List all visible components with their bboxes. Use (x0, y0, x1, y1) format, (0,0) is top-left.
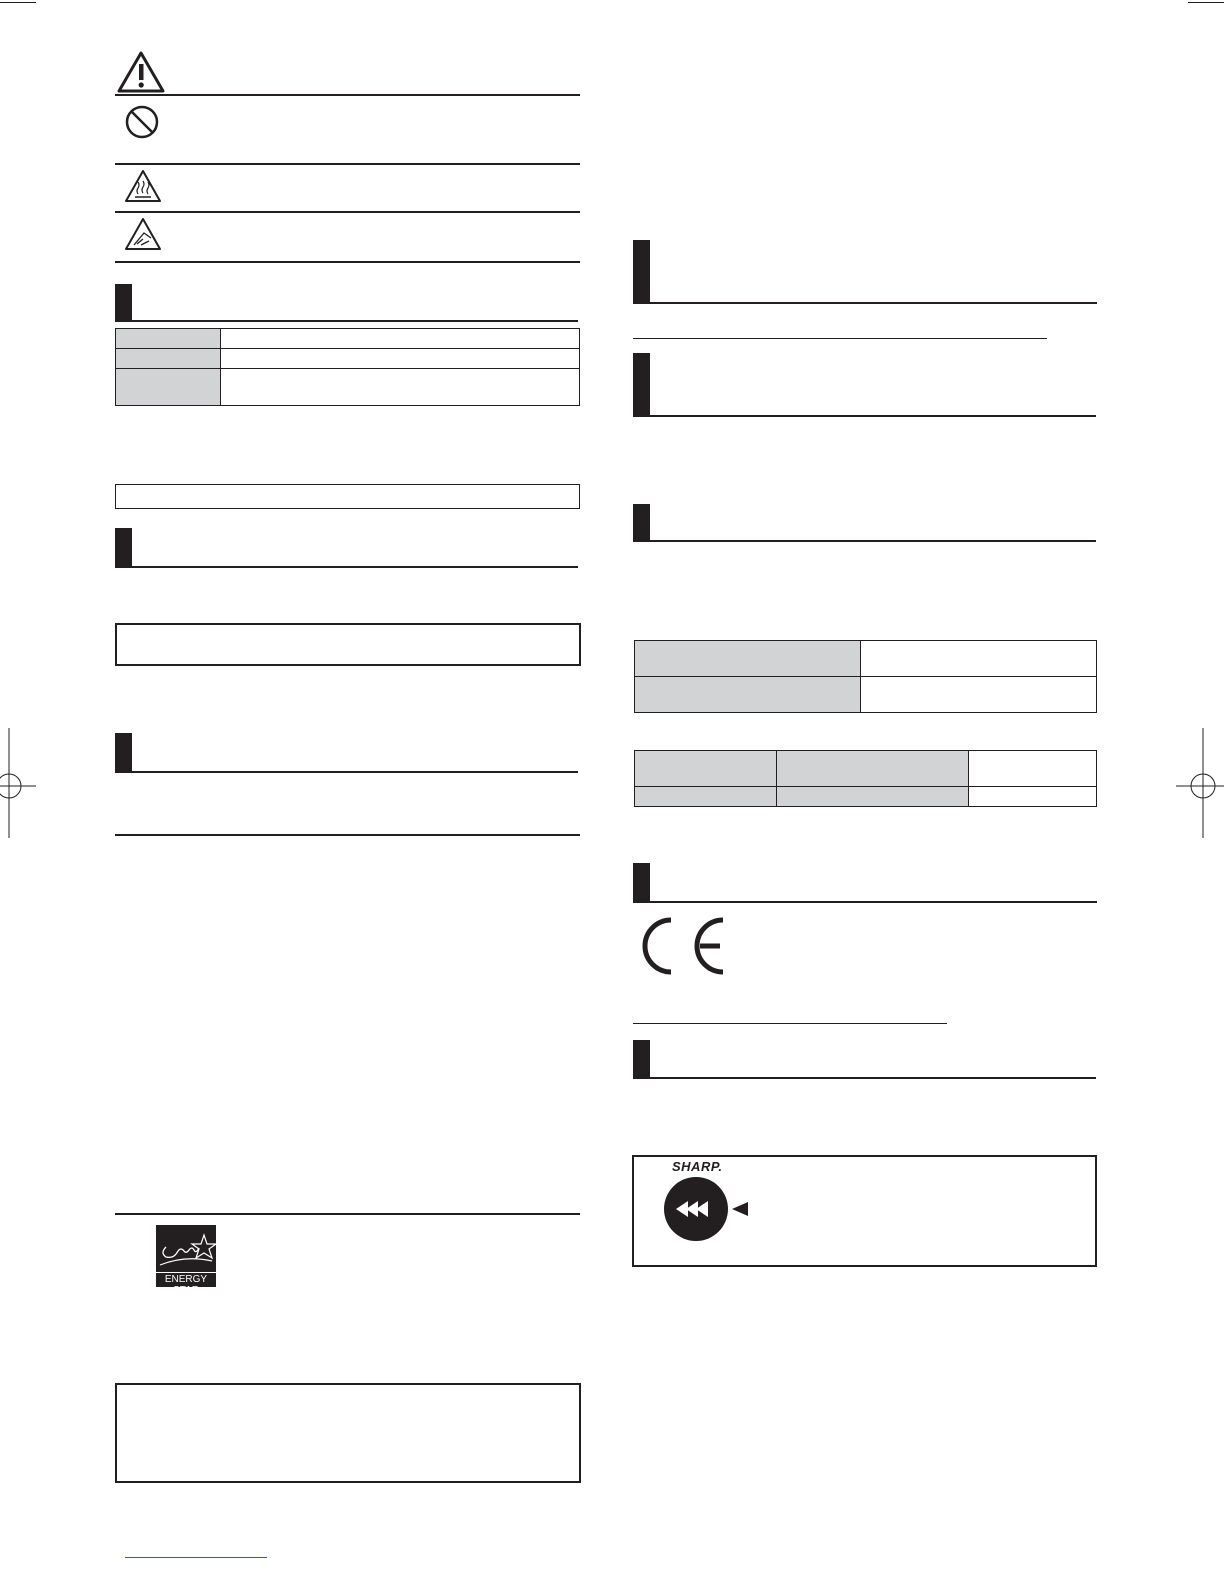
rule (633, 1023, 947, 1024)
table-value-cell (221, 329, 580, 349)
spec-table (115, 328, 580, 406)
registration-mark-right (1176, 728, 1224, 838)
table-value-cell (861, 641, 1097, 677)
prohibited-circle-icon (124, 104, 160, 140)
spec-table (634, 640, 1097, 713)
note-box (115, 484, 580, 509)
ce-mark-icon (640, 916, 730, 976)
section-heading-rule (633, 540, 1096, 542)
section-heading-marker (633, 1040, 650, 1078)
rule (115, 211, 580, 213)
table-value-cell (221, 369, 580, 406)
table-header-cell (635, 751, 777, 787)
section-heading-marker (115, 733, 132, 772)
warning-triangle-icon (116, 50, 166, 94)
table-header-cell (777, 751, 969, 787)
energy-star-logo (156, 1225, 216, 1296)
energy-star-script-icon (156, 1227, 216, 1273)
section-heading-rule (115, 320, 578, 322)
rule (115, 163, 580, 165)
table-label-cell (635, 641, 861, 677)
table-value-cell (221, 349, 580, 369)
table-label-cell (635, 677, 861, 713)
table-value-cell (861, 677, 1097, 713)
spec-table (634, 750, 1097, 807)
rule (115, 261, 580, 263)
rule (115, 94, 580, 96)
table-label-cell (116, 329, 221, 349)
sharp-logo: SHARP. (672, 1159, 723, 1174)
table-label-cell (777, 787, 969, 807)
energy-star-label: ENERGY STAR (164, 1274, 208, 1296)
registration-mark-left (0, 728, 40, 838)
section-heading-rule (633, 302, 1097, 304)
table-label-cell (635, 787, 777, 807)
section-heading-marker (115, 284, 132, 321)
section-heading-rule (633, 415, 1096, 417)
pinch-hazard-icon (123, 216, 163, 252)
section-heading-marker (633, 353, 650, 416)
section-heading-marker (633, 240, 650, 303)
note-box (115, 1383, 581, 1483)
section-heading-rule (115, 566, 578, 568)
hot-surface-icon (123, 168, 163, 204)
crop-mark-top-right (1188, 2, 1224, 3)
energy-star-divider (156, 1272, 216, 1273)
link-underline (125, 1557, 267, 1558)
return-info-box (632, 1155, 1097, 1267)
section-heading-rule (633, 1077, 1096, 1079)
section-heading-marker (633, 863, 650, 902)
table-value-cell (969, 787, 1097, 807)
section-heading-marker (633, 504, 650, 541)
section-heading-rule (115, 771, 578, 773)
section-heading-rule (633, 901, 1097, 903)
rule (633, 338, 1047, 339)
table-header-cell (969, 751, 1097, 787)
note-box (115, 623, 581, 666)
rule (115, 834, 580, 836)
table-label-cell (116, 349, 221, 369)
rewind-return-icon (662, 1175, 758, 1243)
rule (115, 1213, 580, 1215)
section-heading-marker (115, 528, 132, 567)
table-label-cell (116, 369, 221, 406)
crop-mark-top-left (0, 2, 36, 3)
